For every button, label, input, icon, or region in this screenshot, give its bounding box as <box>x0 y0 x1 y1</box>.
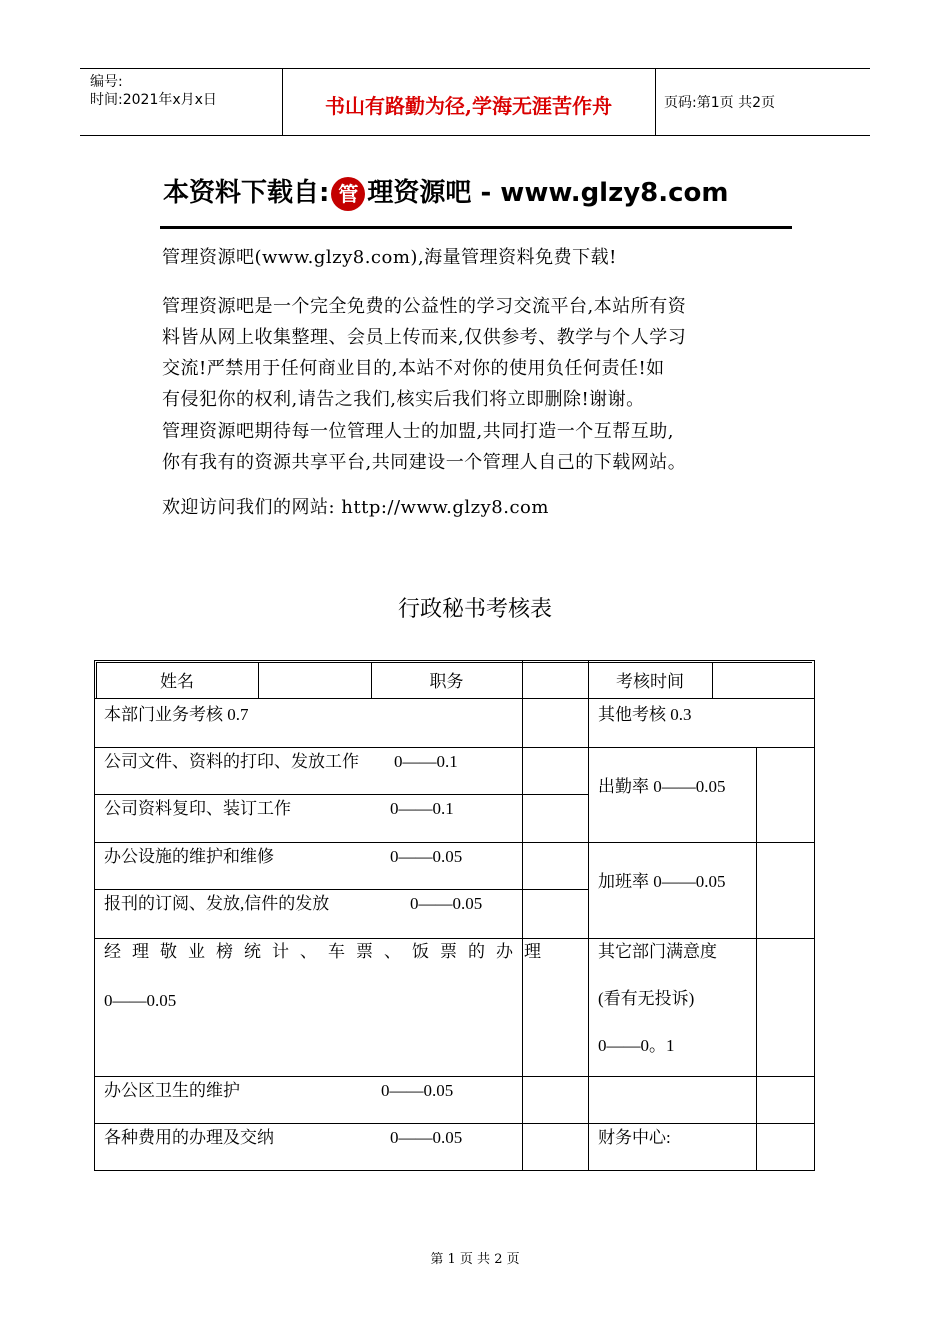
finance-center: 财务中心: <box>598 1128 671 1147</box>
item-score: 0——0.05 <box>390 847 463 866</box>
item-text: 办公区卫生的维护 <box>104 1081 240 1100</box>
banner-title-prefix: 本资料下载自: <box>163 178 330 208</box>
intro-paragraph-line: 管理资源吧是一个完全免费的公益性的学习交流平台,本站所有资 <box>162 296 687 317</box>
banner-title <box>163 172 729 211</box>
table-border <box>814 660 815 1171</box>
item-text: 经理敬业榜统计、车票、饭票的办理 <box>104 942 552 961</box>
table-border <box>94 660 814 661</box>
header-page-info: 页码:第1页 共2页 <box>664 95 775 111</box>
intro-paragraph <box>162 291 802 415</box>
item-score: 0——0.05 <box>381 1081 454 1100</box>
item-text: 公司资料复印、装订工作 <box>104 799 291 818</box>
table-rule <box>258 662 259 698</box>
table-rule <box>756 747 757 1170</box>
table-rule <box>94 938 814 939</box>
header-motto: 书山有路勤为径,学海无涯苦作舟 <box>325 94 612 118</box>
intro-paragraph-line: 有侵犯你的权利,请告之我们,核实后我们将立即删除!谢谢。 <box>162 389 645 410</box>
table-rule <box>96 662 812 663</box>
intro-line: 管理资源吧(www.glzy8.com),海量管理资料免费下载! <box>162 247 617 268</box>
satisfaction-note: (看有无投诉) <box>598 989 695 1008</box>
intro-paragraph-line: 料皆从网上收集整理、会员上传而来,仅供参考、教学与个人学习 <box>162 327 687 348</box>
header-number-label: 编号: <box>90 74 123 90</box>
header-assessment-time: 考核时间 <box>616 672 684 692</box>
page-footer: 第 1 页 共 2 页 <box>430 1252 520 1267</box>
table-border <box>94 660 95 1171</box>
table-rule <box>94 747 588 748</box>
header-divider <box>655 68 656 135</box>
table-rule <box>94 1076 814 1077</box>
banner-rule <box>160 226 792 229</box>
table-rule <box>94 1123 814 1124</box>
item-text: 公司文件、资料的打印、发放工作 <box>104 752 359 771</box>
intro-paragraph <box>162 416 802 478</box>
table-rule <box>94 842 588 843</box>
table-rule <box>588 842 814 843</box>
header-position: 职务 <box>429 672 464 692</box>
item-score: 0——0.05 <box>410 894 483 913</box>
table-rule <box>588 660 589 1170</box>
left-section-label: 本部门业务考核 0.7 <box>104 705 249 724</box>
page-title: 行政秘书考核表 <box>397 597 552 622</box>
right-section-label: 其他考核 0.3 <box>598 705 692 724</box>
satisfaction-label: 其它部门满意度 <box>598 942 717 961</box>
header-time-label: 时间:2021年x月x日 <box>90 92 217 108</box>
satisfaction-score: 0——0。1 <box>598 1036 675 1055</box>
item-text: 办公设施的维护和维修 <box>104 847 274 866</box>
item-score: 0——0.1 <box>390 799 454 818</box>
table-rule <box>522 660 523 698</box>
table-rule <box>712 662 713 698</box>
table-rule <box>94 794 588 795</box>
item-text: 各种费用的办理及交纳 <box>104 1128 274 1147</box>
header-name: 姓名 <box>160 672 194 692</box>
table-border <box>94 1170 814 1171</box>
intro-website: 欢迎访问我们的网站: http://www.glzy8.com <box>162 497 549 518</box>
banner-title-suffix: 理资源吧 - www.glzy8.com <box>367 178 729 208</box>
intro-paragraph-line: 你有我有的资源共享平台,共同建设一个管理人自己的下载网站。 <box>162 452 687 473</box>
assessment-table <box>94 660 815 1171</box>
intro-paragraph-line: 交流!严禁用于任何商业目的,本站不对你的使用负任何责任!如 <box>162 358 665 379</box>
header-top-rule <box>80 68 870 69</box>
table-rule <box>94 889 588 890</box>
intro-paragraph-line: 管理资源吧期待每一位管理人士的加盟,共同打造一个互帮互助, <box>162 421 674 442</box>
attendance-rate: 出勤率 0——0.05 <box>598 777 726 796</box>
table-rule <box>94 698 814 699</box>
overtime-rate: 加班率 0——0.05 <box>598 872 726 891</box>
header-bottom-rule <box>80 135 870 136</box>
table-rule <box>522 698 523 1170</box>
item-text: 报刊的订阅、发放,信件的发放 <box>104 894 330 913</box>
item-score: 0——0.05 <box>390 1128 463 1147</box>
item-score: 0——0.05 <box>104 991 177 1010</box>
item-score: 0——0.1 <box>394 752 458 771</box>
logo-icon: 管 <box>331 177 365 211</box>
table-rule <box>588 747 814 748</box>
